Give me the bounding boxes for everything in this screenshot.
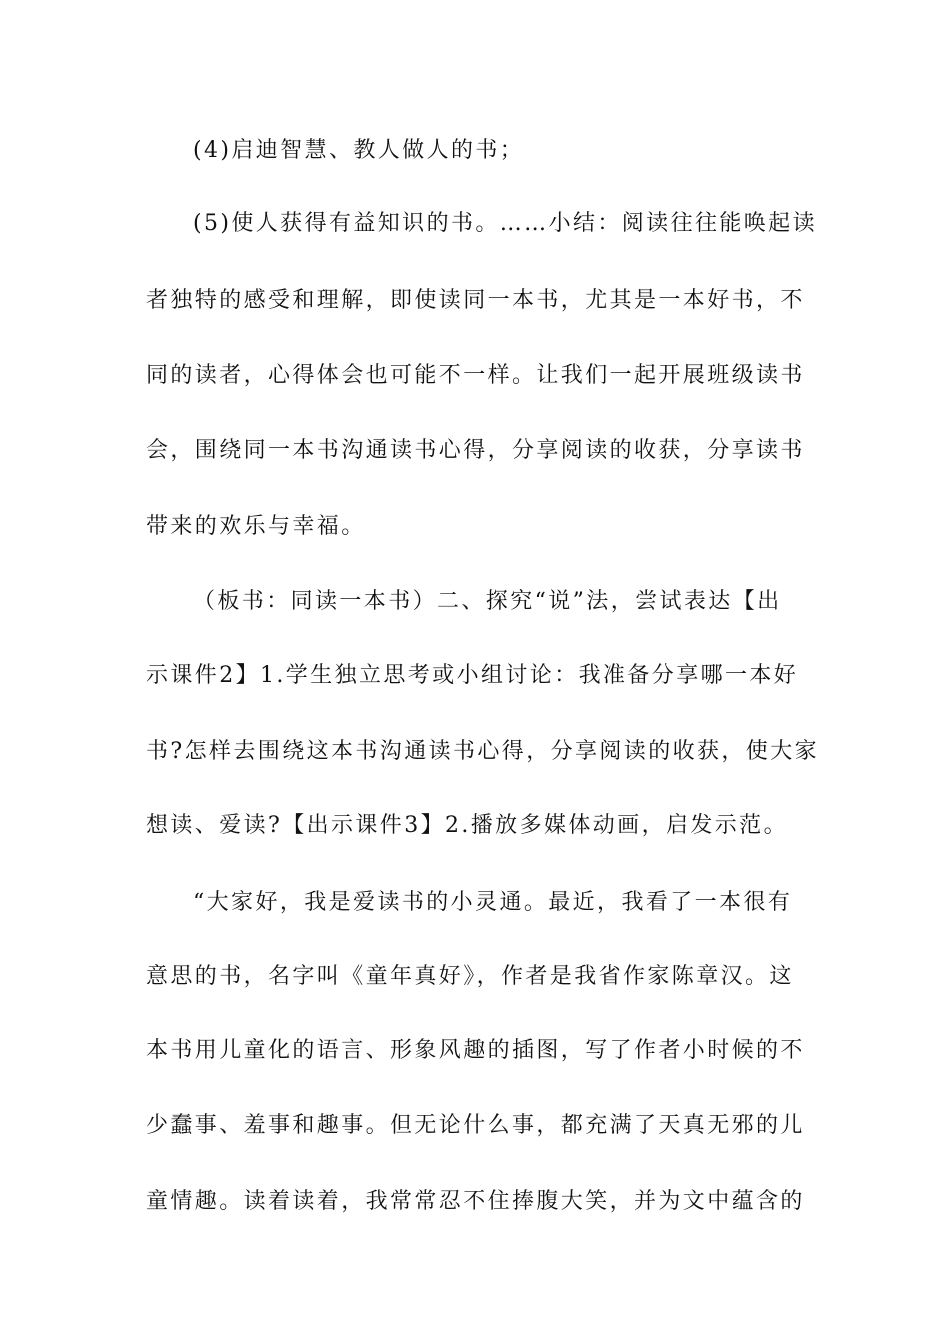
text-line: “大家好，我是爱读书的小灵通。最近，我看了一本很有 — [193, 890, 793, 915]
text-line: 同的读者，心得体会也可能不一样。让我们一起开展班级读书 — [146, 363, 805, 388]
text-line: 少蠢事、羞事和趣事。但无论什么事，都充满了天真无邪的儿 — [146, 1113, 805, 1138]
text-line: 会，围绕同一本书沟通读书心得，分享阅读的收获，分享读书 — [146, 438, 805, 463]
text-line: 想读、爱读?【出示课件3】2.播放多媒体动画，启发示范。 — [146, 813, 788, 838]
text-line: 童情趣。读着读着，我常常忍不住捧腹大笑，并为文中蕴含的 — [146, 1189, 805, 1214]
text-line: (5)使人获得有益知识的书。……小结：阅读往往能唤起读 — [193, 211, 817, 236]
text-line: 意思的书，名字叫《童年真好》，作者是我省作家陈章汉。这 — [146, 964, 794, 989]
text-line: 者独特的感受和理解，即使读同一本书，尤其是一本好书，不 — [146, 288, 805, 313]
text-line: 本书用儿童化的语言、形象风趣的插图，写了作者小时候的不 — [146, 1038, 805, 1063]
text-line: 带来的欢乐与幸福。 — [146, 514, 366, 539]
text-line: 书?怎样去围绕这本书沟通读书心得，分享阅读的收获，使大家 — [146, 739, 819, 764]
text-line: (4)启迪智慧、教人做人的书； — [193, 138, 525, 163]
text-line: （板书：同读一本书）二、探究“说”法，尝试表达【出 — [193, 589, 782, 614]
text-line: 示课件2】1.学生独立思考或小组讨论：我准备分享哪一本好 — [146, 663, 799, 688]
